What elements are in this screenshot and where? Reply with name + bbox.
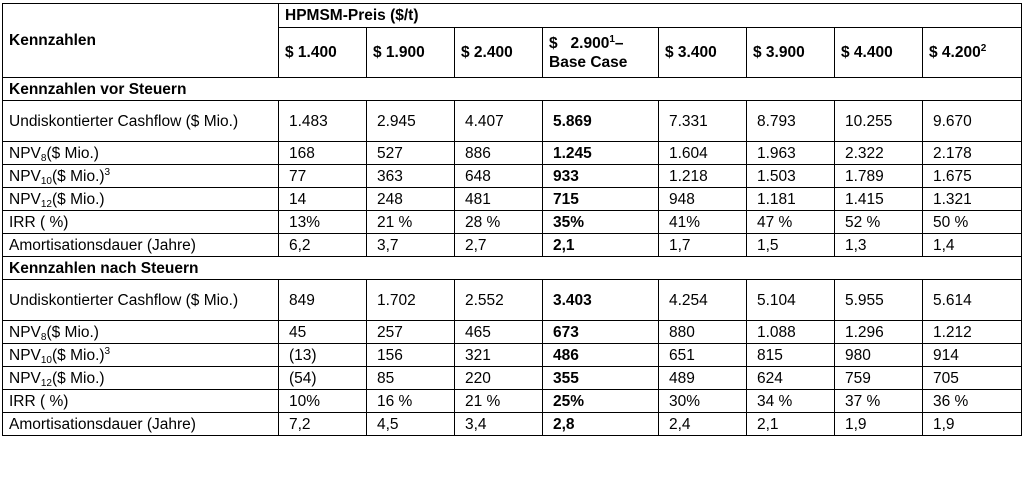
table-row [3,188,1022,211]
table-row [3,211,1022,234]
row-label: IRR ( %) [3,390,279,413]
value-cell: 257 [367,321,455,344]
value-cell: 321 [455,344,543,367]
value-cell: 45 [279,321,367,344]
footnote-marker: 3 [104,345,111,357]
value-cell: 248 [367,188,455,211]
value-cell: 1.296 [835,321,923,344]
label-subscript: 8 [40,331,47,343]
value-cell-base-case: 2,8 [543,413,659,436]
price-header [835,28,923,78]
value-cell: 648 [455,165,543,188]
value-cell: 2.322 [835,142,923,165]
label-unit: ($ Mio.) [52,167,105,185]
value-cell: 21 % [455,390,543,413]
value-cell: 36 % [923,390,1022,413]
row-label [3,321,279,344]
value-cell-base-case: 25% [543,390,659,413]
label-unit: ($ Mio.) [52,190,105,208]
price-label: $ 2.400 [461,44,513,61]
label-text: NPV [9,144,41,162]
table-row [3,142,1022,165]
value-cell: 886 [455,142,543,165]
value-cell: 1,5 [747,234,835,257]
price-header [747,28,835,78]
value-cell: 1.218 [659,165,747,188]
value-cell: 8.793 [747,101,835,142]
value-cell: 481 [455,188,543,211]
price-header [367,28,455,78]
value-cell: 168 [279,142,367,165]
value-cell: 21 % [367,211,455,234]
value-cell: 1.212 [923,321,1022,344]
value-cell: 7.331 [659,101,747,142]
value-cell: 1,9 [923,413,1022,436]
row-label [3,188,279,211]
table-header [3,4,1022,78]
value-cell-base-case: 355 [543,367,659,390]
value-cell: 5.104 [747,280,835,321]
footnote-marker: 3 [104,166,111,178]
price-header-base-case [543,28,659,78]
price-label: $ 3.900 [753,44,805,61]
label-text: NPV [9,323,41,341]
value-cell: 77 [279,165,367,188]
value-cell: 1.483 [279,101,367,142]
value-cell-base-case: 3.403 [543,280,659,321]
label-subscript: 12 [40,377,52,389]
value-cell-base-case: 2,1 [543,234,659,257]
value-cell: 1.963 [747,142,835,165]
value-cell: 815 [747,344,835,367]
label-unit: ($ Mio.) [46,144,99,162]
value-cell: 1.415 [835,188,923,211]
value-cell: 2,1 [747,413,835,436]
row-label: Amortisationsdauer (Jahre) [3,234,279,257]
value-cell: 5.955 [835,280,923,321]
value-cell: 914 [923,344,1022,367]
footnote-marker: 2 [980,43,987,54]
value-cell-base-case: 715 [543,188,659,211]
value-cell: 13% [279,211,367,234]
value-cell: 1.702 [367,280,455,321]
row-label: Amortisationsdauer (Jahre) [3,413,279,436]
value-cell: 6,2 [279,234,367,257]
row-label: Undiskontierter Cashflow ($ Mio.) [3,101,279,142]
value-cell: 10.255 [835,101,923,142]
price-header [923,28,1022,78]
value-cell: 28 % [455,211,543,234]
label-text: NPV [9,167,41,185]
value-cell-base-case: 1.245 [543,142,659,165]
value-cell: 10% [279,390,367,413]
value-cell: 2,4 [659,413,747,436]
value-cell: 5.614 [923,280,1022,321]
value-cell: 705 [923,367,1022,390]
value-cell: 3,4 [455,413,543,436]
value-cell: 7,2 [279,413,367,436]
value-cell: 363 [367,165,455,188]
value-cell-base-case: 486 [543,344,659,367]
value-cell: 156 [367,344,455,367]
value-cell: 1.181 [747,188,835,211]
footnote-marker: 1 [609,33,615,45]
label-text: NPV [9,190,41,208]
value-cell: 465 [455,321,543,344]
row-label [3,142,279,165]
value-cell: 1.503 [747,165,835,188]
label-unit: ($ Mio.) [52,346,105,364]
label-text: NPV [9,369,41,387]
value-cell-base-case: 933 [543,165,659,188]
value-cell: 41% [659,211,747,234]
value-cell: 948 [659,188,747,211]
table-row [3,234,1022,257]
table-row [3,344,1022,367]
value-cell: 34 % [747,390,835,413]
value-cell: 880 [659,321,747,344]
label-subscript: 10 [40,175,52,187]
value-cell: 50 % [923,211,1022,234]
value-cell: 2.945 [367,101,455,142]
value-cell: 489 [659,367,747,390]
value-cell: (54) [279,367,367,390]
value-cell: 624 [747,367,835,390]
value-cell: 9.670 [923,101,1022,142]
value-cell: 52 % [835,211,923,234]
value-cell: 16 % [367,390,455,413]
value-cell: 30% [659,390,747,413]
value-cell: 85 [367,367,455,390]
kennzahlen-table [2,3,1022,436]
value-cell: 4.254 [659,280,747,321]
section-title: Kennzahlen vor Steuern [3,78,1022,101]
value-cell: 1.321 [923,188,1022,211]
value-cell: 1,3 [835,234,923,257]
price-header [455,28,543,78]
value-cell: 4,5 [367,413,455,436]
row-label [3,165,279,188]
label-unit: ($ Mio.) [46,323,99,341]
value-cell: 1.675 [923,165,1022,188]
table-row [3,367,1022,390]
price-label: $ 4.400 [841,44,893,61]
table-row [3,390,1022,413]
price-label: $ 2.900 [549,34,610,52]
price-header [279,28,367,78]
value-cell-base-case: 673 [543,321,659,344]
value-cell: 47 % [747,211,835,234]
label-subscript: 8 [40,152,47,164]
value-cell: 849 [279,280,367,321]
value-cell: 1.789 [835,165,923,188]
value-cell: 2,7 [455,234,543,257]
table-row [3,413,1022,436]
table-row [3,321,1022,344]
base-case-label: Base Case [549,53,628,71]
value-cell-base-case: 5.869 [543,101,659,142]
value-cell-base-case: 35% [543,211,659,234]
kennzahlen-header: Kennzahlen [3,4,279,78]
value-cell: 220 [455,367,543,390]
label-subscript: 12 [40,198,52,210]
value-cell: 2.178 [923,142,1022,165]
price-label: $ 4.200 [929,44,981,61]
value-cell: (13) [279,344,367,367]
value-cell: 14 [279,188,367,211]
table-row [3,280,1022,321]
value-cell: 37 % [835,390,923,413]
value-cell: 651 [659,344,747,367]
label-text: NPV [9,346,41,364]
price-label: $ 3.400 [665,44,717,61]
value-cell: 1,9 [835,413,923,436]
price-header [659,28,747,78]
price-label: $ 1.900 [373,44,425,61]
value-cell: 1.088 [747,321,835,344]
row-label: IRR ( %) [3,211,279,234]
value-cell: 4.407 [455,101,543,142]
price-label: $ 1.400 [285,44,337,61]
table-body [3,78,1022,436]
value-cell: 1,7 [659,234,747,257]
row-label [3,344,279,367]
row-label [3,367,279,390]
value-cell: 1.604 [659,142,747,165]
section-title: Kennzahlen nach Steuern [3,257,1022,280]
label-unit: ($ Mio.) [52,369,105,387]
value-cell: 1,4 [923,234,1022,257]
value-cell: 527 [367,142,455,165]
table-row [3,165,1022,188]
value-cell: 980 [835,344,923,367]
value-cell: 3,7 [367,234,455,257]
row-label: Undiskontierter Cashflow ($ Mio.) [3,280,279,321]
value-cell: 759 [835,367,923,390]
table-row [3,101,1022,142]
value-cell: 2.552 [455,280,543,321]
label-subscript: 10 [40,354,52,366]
price-group-header: HPMSM-Preis ($/t) [279,4,1022,28]
price-suffix: – [614,34,624,52]
